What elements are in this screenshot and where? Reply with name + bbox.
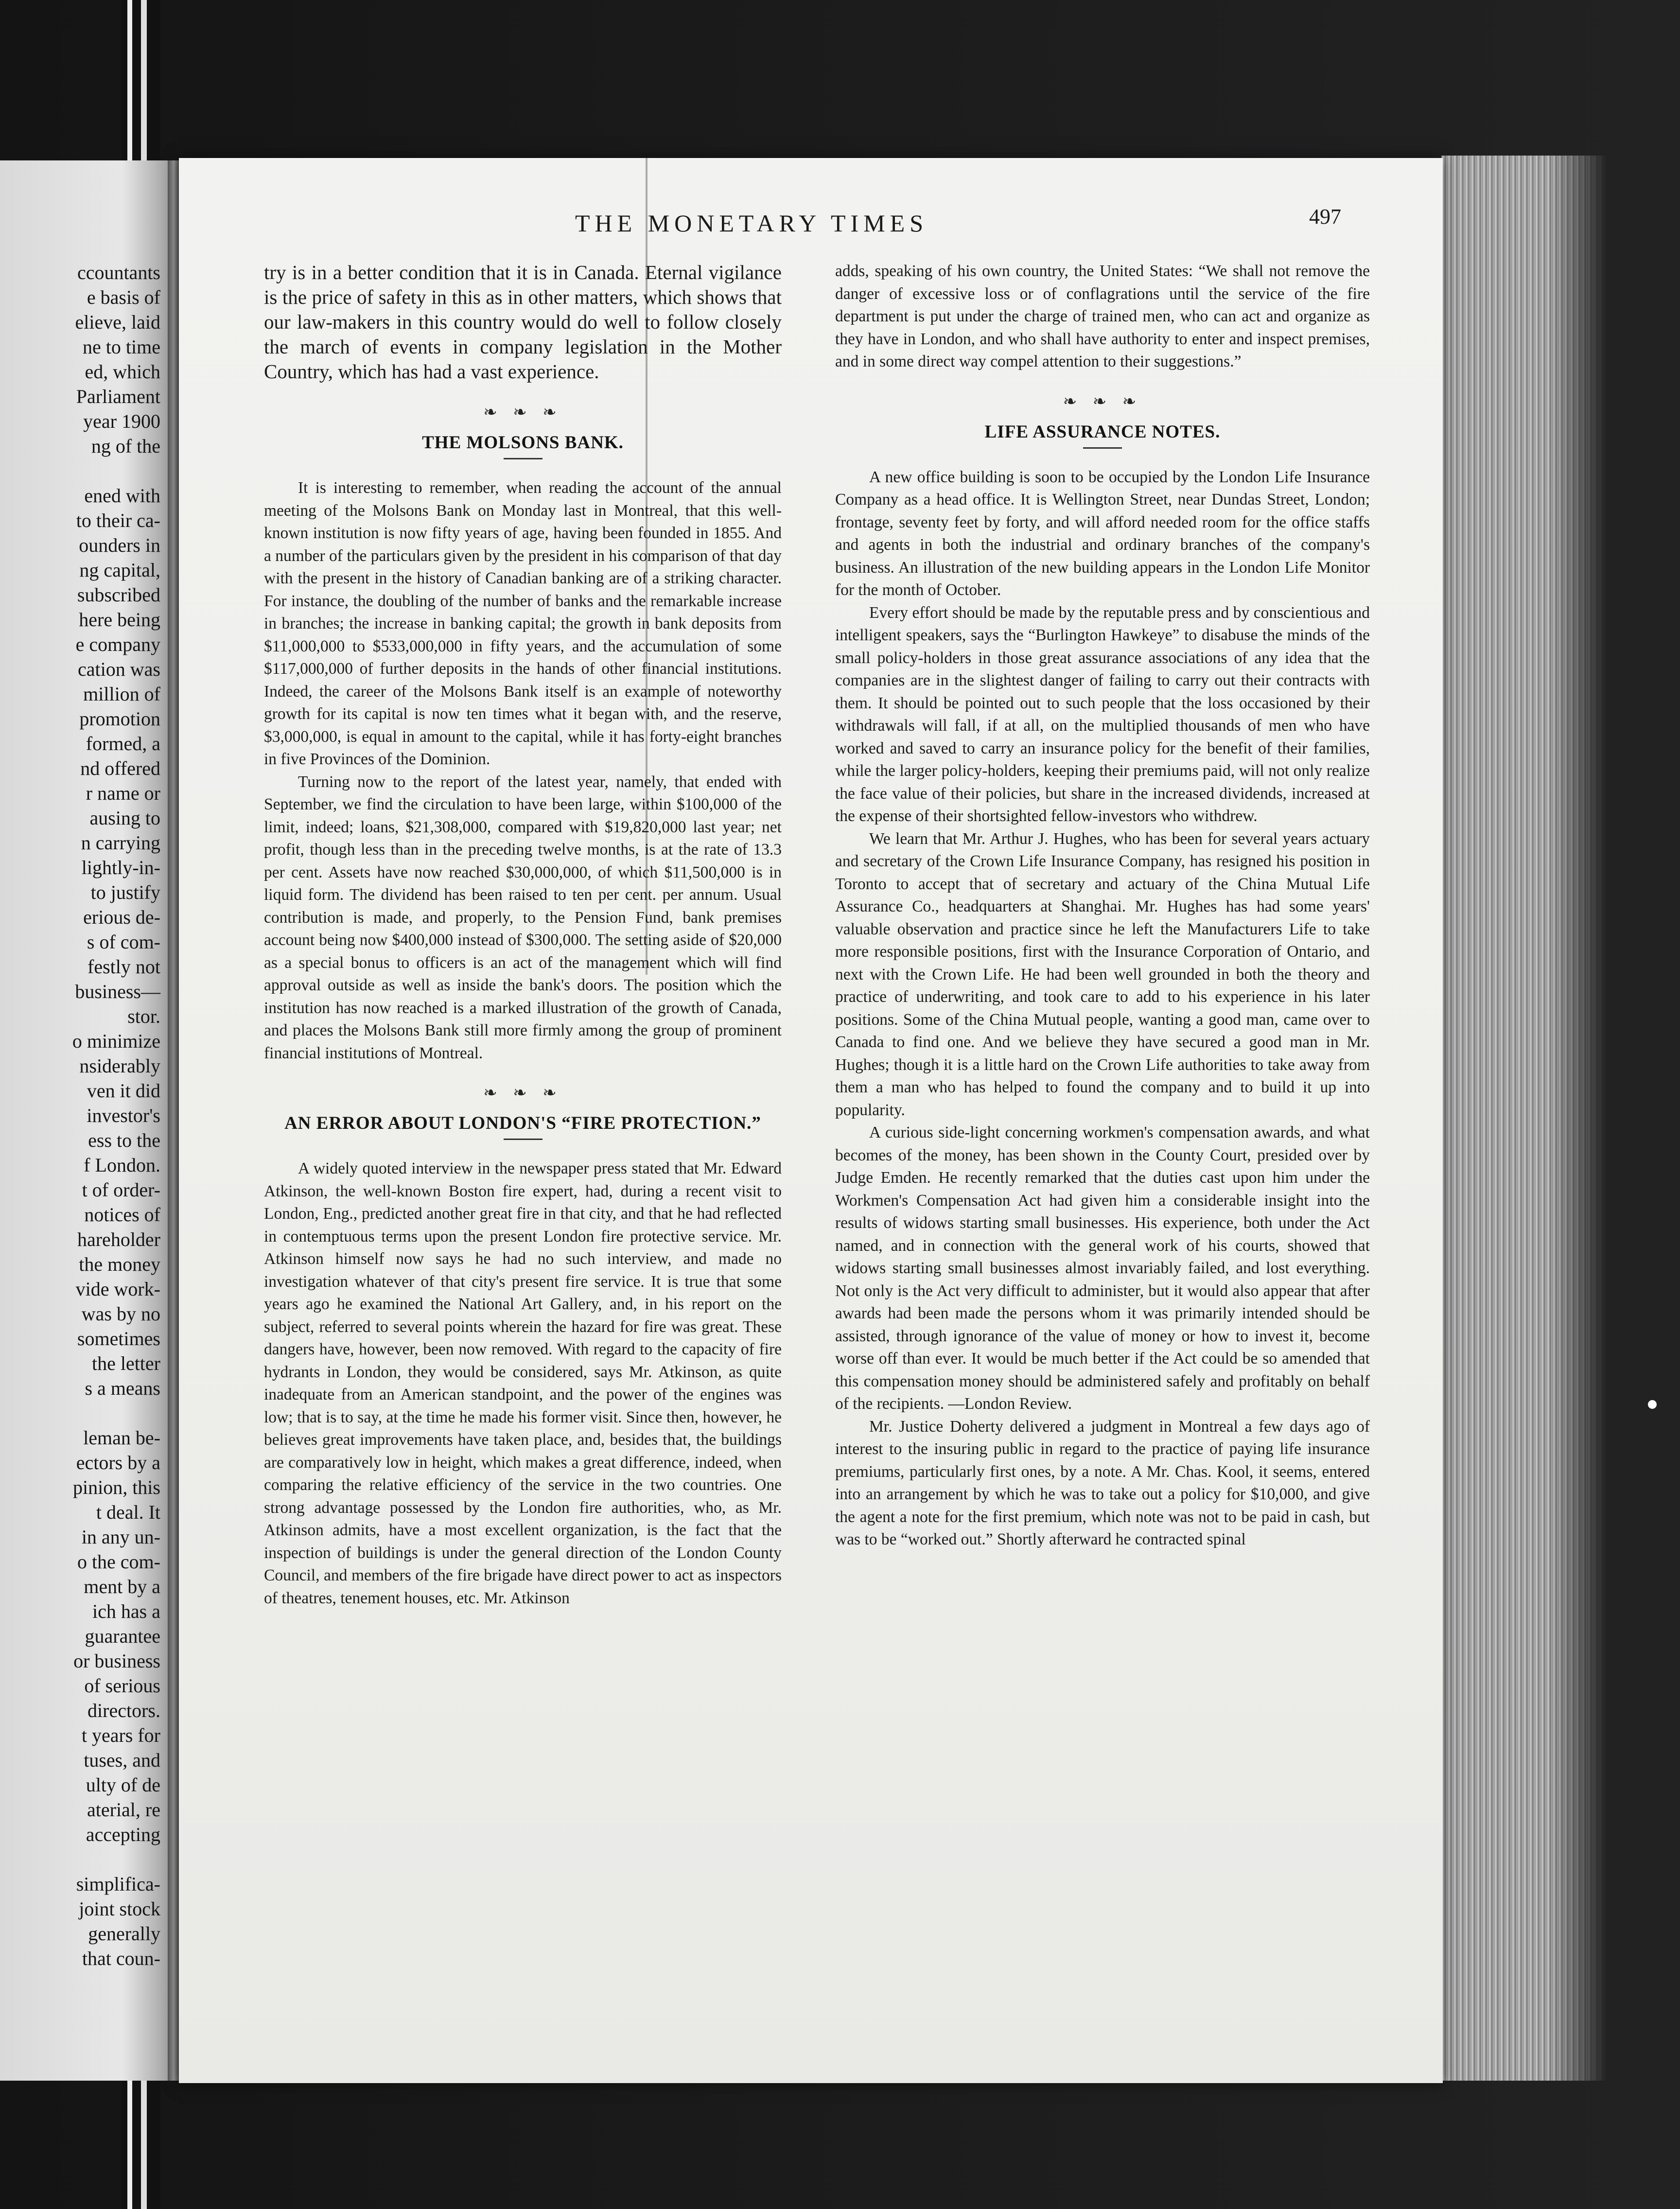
life-assurance-heading: LIFE ASSURANCE NOTES.	[984, 421, 1221, 442]
book-gutter	[168, 160, 180, 2081]
heading-rule	[504, 1139, 542, 1140]
scan-dust-mark	[1648, 1400, 1657, 1409]
heading-rule	[1083, 447, 1122, 449]
molsons-paragraph-2: Turning now to the report of the latest year, namely, that ended with September, we find the circulation to have been large, within $100,000 of the limit, indeed; loans, $21,308,000, compared with $19,820,000 last year; net profit, though less than in the preceding twelve months, is at the rate of 13.3 per cent. Assets have now reached $30,000,000, of which $11,500,000 is in liquid form. The dividend has been raised to ten per cent. per annum. Usual contribution is made, and properly, to the Pension Fund, bank premises account being now $400,000 instead of $300,000. The setting aside of $20,000 as a special bonus to officers is an act of the management which will find approval outside as well as inside the bank's doors. The position which the institution has now reached is a marked illustration of the growth of Canada, and places the Molsons Bank still more firmly among the group of prominent financial institutions of Montreal.	[264, 772, 782, 1062]
intro-paragraph: try is in a better condition that it is in Canada. Eternal vigilance is the price of safety in this as in other matters, which shows that our law-makers in this country would do well to follow closely the march of events in company legislation in the Mother Country, which has had a vast experience.	[264, 261, 782, 383]
molsons-heading: THE MOLSONS BANK.	[422, 433, 624, 453]
fire-protection-paragraph: A widely quoted interview in the newspaper press stated that Mr. Edward Atkinson, the well-known Boston fire expert, had, during a recent visit to London, Eng., predicted another great fire in that city, and that he had reflected in contemptuous terms upon the present London fire protective service. Mr. Atkinson himself now says he had no such interview, and made no investigation whatever of that city's present fire service. It is true that some years ago he examined the National Art Gallery, and, in his report on the subject, referred to several points wherein the hazard for fire was great. These dangers have, however, been now removed. With regard to the capacity of fire hydrants in London, they would be considered, says Mr. Atkinson, as quite inadequate from an American standpoint, and the power of the engines was low; that is to say, at the time he made his former visit. Since then, however, he believes great improvements have taken place, and, besides that, the buildings are comparatively low in height, which makes a great difference, indeed, when comparing the relative efficiency of the service in the two countries. One strong advantage possessed by the London fire authorities, who, as Mr. Atkinson admits, have a most excellent organization, is the fact that the inspection of buildings is under the general direction of the London County Council, and members of the fire brigade have direct power to act as inspectors of theatres, tenement houses, etc. Mr. Atkinson	[264, 1159, 782, 1607]
left-page-text-fragment: ccountants e basis of elieve, laid ne to time ed, which Parliament year 1900 ng of the ened with to their ca- ounders in ng capital, subscribed here being e company cation was million of promotion formed, a nd offered r name or ausing to n carrying lightly-in- to justify erious de- s of com- festly not business— stor. o minimize nsiderably ven it did investor's ess to the f London. t of order- notices of hareholder the money vide work- was by no sometimes the letter s a means leman be- ectors by a pinion, this t deal. It in any un- o the com- ment by a ich has a guarantee or business of serious directors. t years for tuses, and ulty of de aterial, re accepting simplifica- joint stock generally that coun-	[72, 262, 160, 1969]
continued-paragraph: adds, speaking of his own country, the United States: “We shall not remove the danger of excessive loss or of conflagrations until the service of the fire department is put under the charge of trained men, who can act and organize as they have in London, and who shall have authority to enter and inspect premises, and in some direct way compel attention to their suggestions.”	[835, 262, 1370, 370]
life-paragraph-4: A curious side-light concerning workmen's compensation awards, and what becomes of the money, has been shown in the County Court, presided over by Judge Emden. He recently remarked that the duties cast upon him under the Workmen's Compensation Act had given him a considerable insight into the results of widows starting small businesses. His experience, both under the Act named, and in connection with the general work of his courts, showed that widows starting small businesses almost invariably failed, and lost everything. Not only is the Act very difficult to administer, but it would also appear that after awards had been made the persons whom it was primarily intended should be assisted, through ignorance of the value of money or how to invest it, become worse off than ever. It would be much better if the Act could be so amended that this compensation money should be administered safely and profitably on behalf of the recipients. —London Review.	[835, 1123, 1370, 1413]
publication-title: THE MONETARY TIMES	[575, 210, 928, 237]
page-edges	[1441, 156, 1607, 2081]
life-paragraph-3: We learn that Mr. Arthur J. Hughes, who has been for several years actuary and secretary of the Crown Life Insurance Company, has resigned his position in Toronto to accept that of secretary and actuary of the China Mutual Life Assurance Co., headquarters at Shanghai. Mr. Hughes has had some years' valuable observation and practice since he left the Manufacturers Life to take more responsible positions, first with the Insurance Corporation of Ontario, and next with the Crown Life. He had been well grounded in both the theory and practice of underwriting, and took care to add to his experience in his later positions. Some of the China Mutual people, wanting a good man, came over to Canada to find one. And we believe they have secured a good man in Mr. Hughes; though it is a little hard on the Crown Life authorities to take away from them a man who has helped to found the company and to build it up into popularity.	[835, 829, 1370, 1119]
fire-protection-heading: AN ERROR ABOUT LONDON'S “FIRE PROTECTION.”	[284, 1113, 761, 1133]
left-column	[264, 260, 782, 1610]
section-ornament: ❧ ❧ ❧	[483, 403, 562, 421]
heading-rule	[504, 458, 542, 459]
life-paragraph-2: Every effort should be made by the reputable press and by conscientious and intelligent speakers, says the “Burlington Hawkeye” to disabuse the minds of the small policy-holders in those great assurance associations of any idea that the companies are in the slightest danger of failing to carry out their contracts with them. It should be pointed out to such people that the loss occasioned by their withdrawals will fall, if at all, on the multiplied thousands of men who have worked and saved to carry an insurance policy for the benefit of their families, while the larger policy-holders, keeping their premiums paid, will not only realize the face value of their policies, but share in the increased dividends, increased at the expense of their shortsighted fellow-investors who withdrew.	[835, 603, 1370, 825]
section-ornament: ❧ ❧ ❧	[1063, 392, 1142, 411]
left-page-fragment	[0, 160, 175, 2081]
molsons-paragraph-1: It is interesting to remember, when reading the account of the annual meeting of the Molsons Bank on Monday last in Montreal, that this well-known institution is now fifty years of age, having been founded in 1855. And a number of the particulars given by the president in his comparison of that day with the present in the history of Canadian banking are of a striking character. For instance, the doubling of the number of banks and the remarkable increase in branches; the increase in banking capital; the growth in bank deposits from $11,000,000 to $533,000,000 in fifty years, and the accumulation of some $117,000,000 of further deposits in the hands of other financial institutions. Indeed, the career of the Molsons Bank itself is an example of noteworthy growth for its capital is now ten times what it began with, and the reserve, $3,000,000, is equal in amount to the capital, while it has forty-eight branches in five Provinces of the Dominion.	[264, 479, 782, 768]
newspaper-page	[179, 158, 1443, 2083]
page-number: 497	[1309, 205, 1341, 228]
life-paragraph-5: Mr. Justice Doherty delivered a judgment in Montreal a few days ago of interest to the insuring public in regard to the practice of paying life insurance premiums, particularly first ones, by a note. A Mr. Chas. Kool, it seems, entered into an arrangement by which he was to take out a policy for $10,000, and give the agent a note for the first premium, which note was not to be paid in cash, but was to be “worked out.” Shortly afterward he contracted spinal	[835, 1417, 1370, 1548]
right-column	[835, 260, 1370, 1551]
life-paragraph-1: A new office building is soon to be occupied by the London Life Insurance Company as a head office. It is Wellington Street, near Dundas Street, London; frontage, seventy feet by forty, and will afford needed room for the office staffs and agents in both the industrial and ordinary branches of the company's business. An illustration of the new building appears in the London Life Monitor for the month of October.	[835, 468, 1370, 599]
section-ornament: ❧ ❧ ❧	[483, 1084, 562, 1102]
page-header	[179, 205, 1443, 243]
